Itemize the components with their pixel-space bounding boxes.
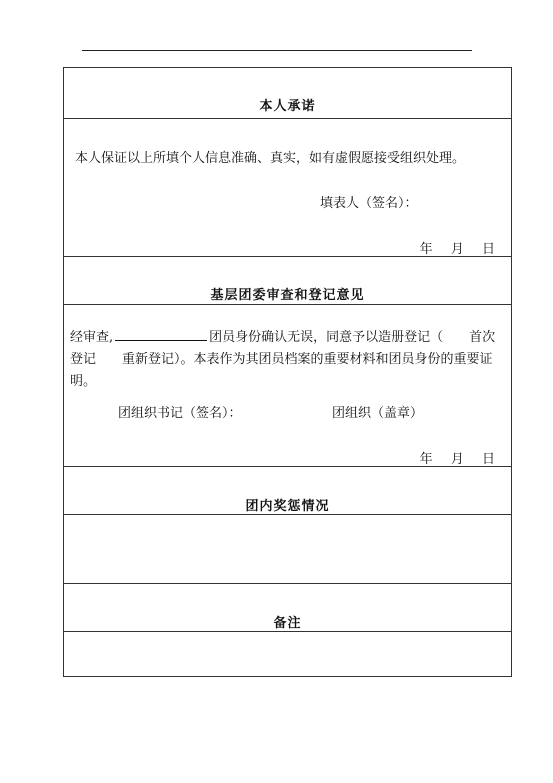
signer-label: 填表人（签名）：: [320, 196, 418, 211]
rewards-title: 团内奖惩情况: [245, 499, 330, 514]
row-divider: [64, 466, 511, 467]
org-seal-label: 团组织（盖章）: [332, 406, 424, 421]
header-rule: [82, 50, 472, 51]
review-title: 基层团委审查和登记意见: [210, 288, 365, 303]
first-registration-checkbox[interactable]: [457, 331, 467, 341]
re-registration-checkbox[interactable]: [110, 353, 120, 363]
date-day: 日: [481, 452, 495, 467]
row-divider: [64, 583, 511, 584]
review-paragraph: [70, 326, 508, 393]
option-re-registration: 重新登记: [122, 352, 175, 367]
date-month: 月: [450, 452, 464, 467]
row-divider: [64, 118, 511, 119]
registration-form-table: [63, 67, 512, 677]
review-text-suffix: ）。本表作为其团员档案的重要材料和团员身份的重要证明。: [70, 352, 493, 389]
remarks-content-area[interactable]: [64, 632, 511, 676]
review-date: [420, 448, 495, 467]
date-day: 日: [481, 242, 495, 257]
commitment-date: [420, 238, 495, 257]
review-text-prefix: 经审查,: [70, 330, 114, 345]
row-divider: [64, 256, 511, 257]
member-name-blank[interactable]: [115, 326, 207, 341]
rewards-content-area[interactable]: [64, 515, 511, 583]
row-divider: [64, 304, 511, 305]
option-first-registration: 首次登记: [70, 330, 496, 367]
commitment-title: 本人承诺: [259, 99, 316, 114]
date-month: 月: [450, 242, 464, 257]
date-year: 年: [419, 242, 433, 257]
date-year: 年: [419, 452, 433, 467]
secretary-signature-label: 团组织书记（签名）：: [118, 406, 242, 421]
remarks-title: 备注: [273, 616, 302, 631]
commitment-statement: 本人保证以上所填个人信息准确、真实，如有虚假愿接受组织处理。: [75, 151, 466, 166]
review-text-mid: 团员身份确认无误，同意予以造册登记（: [209, 330, 444, 345]
